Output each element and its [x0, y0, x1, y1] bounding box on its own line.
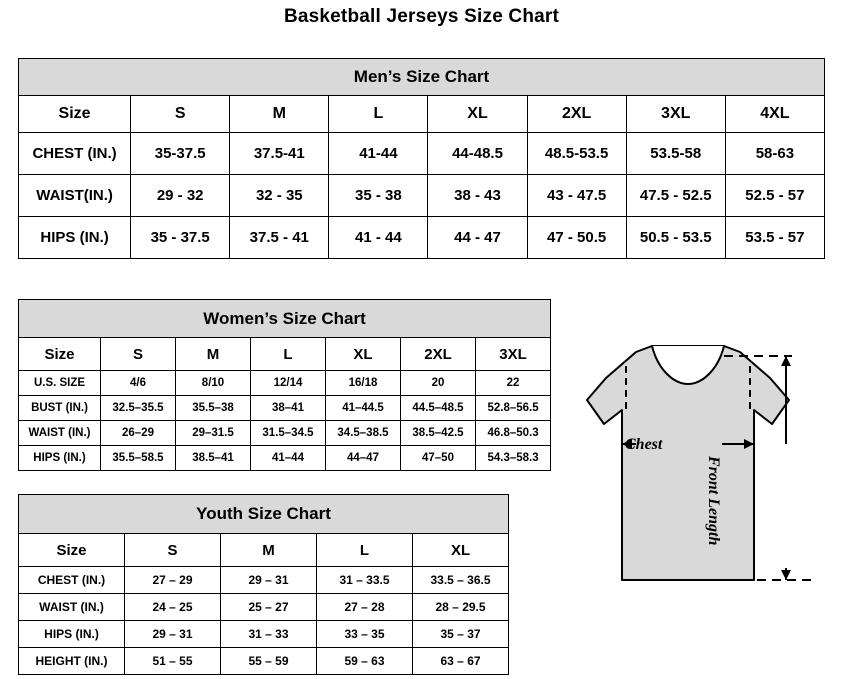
column-header-3xl: 3XL — [476, 338, 551, 371]
cell: 37.5 - 41 — [230, 217, 329, 259]
cell: 44–47 — [326, 446, 401, 471]
cell: 46.8–50.3 — [476, 421, 551, 446]
column-header-m: M — [221, 534, 317, 567]
cell: 31 – 33.5 — [317, 567, 413, 594]
table-title-row — [19, 300, 551, 338]
row-label-chest: CHEST (IN.) — [19, 567, 125, 594]
cell: 41-44 — [329, 133, 428, 175]
cell: 25 – 27 — [221, 594, 317, 621]
cell: 50.5 - 53.5 — [626, 217, 725, 259]
row-label-us-size: U.S. SIZE — [19, 371, 101, 396]
cell: 47–50 — [401, 446, 476, 471]
front-length-label-backing — [776, 444, 798, 568]
column-header-l: L — [317, 534, 413, 567]
table-row — [19, 446, 551, 471]
column-header-2xl: 2XL — [401, 338, 476, 371]
column-header-size: Size — [19, 338, 101, 371]
cell: 31.5–34.5 — [251, 421, 326, 446]
womens-size-chart-table — [18, 299, 551, 471]
cell: 8/10 — [176, 371, 251, 396]
cell: 35-37.5 — [131, 133, 230, 175]
column-header-3xl: 3XL — [626, 96, 725, 133]
table-row — [19, 421, 551, 446]
mens-size-chart-table — [18, 58, 825, 259]
cell: 55 – 59 — [221, 648, 317, 675]
column-header-s: S — [125, 534, 221, 567]
cell: 29 – 31 — [221, 567, 317, 594]
cell: 48.5-53.5 — [527, 133, 626, 175]
cell: 41 - 44 — [329, 217, 428, 259]
column-header-2xl: 2XL — [527, 96, 626, 133]
row-label-hips: HIPS (IN.) — [19, 621, 125, 648]
cell: 38 - 43 — [428, 175, 527, 217]
column-header-xl: XL — [413, 534, 509, 567]
cell: 53.5 - 57 — [725, 217, 824, 259]
cell: 26–29 — [101, 421, 176, 446]
table-row — [19, 133, 825, 175]
cell: 35.5–38 — [176, 396, 251, 421]
row-label-chest: CHEST (IN.) — [19, 133, 131, 175]
youth-chart-title: Youth Size Chart — [19, 495, 509, 534]
column-header-m: M — [176, 338, 251, 371]
cell: 28 – 29.5 — [413, 594, 509, 621]
cell: 35 - 37.5 — [131, 217, 230, 259]
table-row — [19, 594, 509, 621]
row-label-hips: HIPS (IN.) — [19, 217, 131, 259]
cell: 29 – 31 — [125, 621, 221, 648]
page-title: Basketball Jerseys Size Chart — [283, 6, 560, 27]
chest-label: Chest — [625, 436, 663, 453]
cell: 37.5-41 — [230, 133, 329, 175]
front-length-arrow-top — [781, 356, 791, 366]
table-header-row — [19, 96, 825, 133]
cell: 35 – 37 — [413, 621, 509, 648]
table-row — [19, 621, 509, 648]
cell: 33.5 – 36.5 — [413, 567, 509, 594]
cell: 47.5 - 52.5 — [626, 175, 725, 217]
table-row — [19, 648, 509, 675]
cell: 22 — [476, 371, 551, 396]
cell: 53.5-58 — [626, 133, 725, 175]
row-label-waist: WAIST (IN.) — [19, 594, 125, 621]
cell: 44 - 47 — [428, 217, 527, 259]
table-row — [19, 217, 825, 259]
column-header-size: Size — [19, 534, 125, 567]
cell: 54.3–58.3 — [476, 446, 551, 471]
row-label-waist: WAIST (IN.) — [19, 421, 101, 446]
cell: 38–41 — [251, 396, 326, 421]
cell: 47 - 50.5 — [527, 217, 626, 259]
cell: 44.5–48.5 — [401, 396, 476, 421]
column-header-l: L — [251, 338, 326, 371]
cell: 27 – 29 — [125, 567, 221, 594]
cell: 24 – 25 — [125, 594, 221, 621]
row-label-hips: HIPS (IN.) — [19, 446, 101, 471]
cell: 29–31.5 — [176, 421, 251, 446]
column-header-xl: XL — [428, 96, 527, 133]
table-title-row — [19, 495, 509, 534]
cell: 59 – 63 — [317, 648, 413, 675]
cell: 33 – 35 — [317, 621, 413, 648]
cell: 41–44 — [251, 446, 326, 471]
table-row — [19, 371, 551, 396]
cell: 35.5–58.5 — [101, 446, 176, 471]
cell: 63 – 67 — [413, 648, 509, 675]
row-label-waist: WAIST(IN.) — [19, 175, 131, 217]
cell: 31 – 33 — [221, 621, 317, 648]
youth-size-chart-table — [18, 494, 509, 675]
cell: 52.8–56.5 — [476, 396, 551, 421]
column-header-l: L — [329, 96, 428, 133]
row-label-bust: BUST (IN.) — [19, 396, 101, 421]
cell: 27 – 28 — [317, 594, 413, 621]
cell: 20 — [401, 371, 476, 396]
cell: 32 - 35 — [230, 175, 329, 217]
table-row — [19, 396, 551, 421]
table-header-row — [19, 534, 509, 567]
table-row — [19, 567, 509, 594]
mens-chart-title: Men’s Size Chart — [19, 59, 825, 96]
column-header-size: Size — [19, 96, 131, 133]
column-header-s: S — [101, 338, 176, 371]
cell: 16/18 — [326, 371, 401, 396]
cell: 41–44.5 — [326, 396, 401, 421]
cell: 35 - 38 — [329, 175, 428, 217]
front-length-label: Front Length — [705, 456, 722, 546]
cell: 43 - 47.5 — [527, 175, 626, 217]
column-header-xl: XL — [326, 338, 401, 371]
womens-chart-title: Women’s Size Chart — [19, 300, 551, 338]
column-header-s: S — [131, 96, 230, 133]
cell: 51 – 55 — [125, 648, 221, 675]
cell: 4/6 — [101, 371, 176, 396]
cell: 34.5–38.5 — [326, 421, 401, 446]
table-row — [19, 175, 825, 217]
cell: 38.5–42.5 — [401, 421, 476, 446]
cell: 29 - 32 — [131, 175, 230, 217]
cell: 32.5–35.5 — [101, 396, 176, 421]
jersey-measurement-diagram — [540, 340, 836, 670]
cell: 38.5–41 — [176, 446, 251, 471]
column-header-m: M — [230, 96, 329, 133]
row-label-height: HEIGHT (IN.) — [19, 648, 125, 675]
table-header-row — [19, 338, 551, 371]
cell: 12/14 — [251, 371, 326, 396]
column-header-4xl: 4XL — [725, 96, 824, 133]
front-length-arrow-bottom — [781, 570, 791, 580]
table-title-row — [19, 59, 825, 96]
cell: 58-63 — [725, 133, 824, 175]
cell: 44-48.5 — [428, 133, 527, 175]
cell: 52.5 - 57 — [725, 175, 824, 217]
